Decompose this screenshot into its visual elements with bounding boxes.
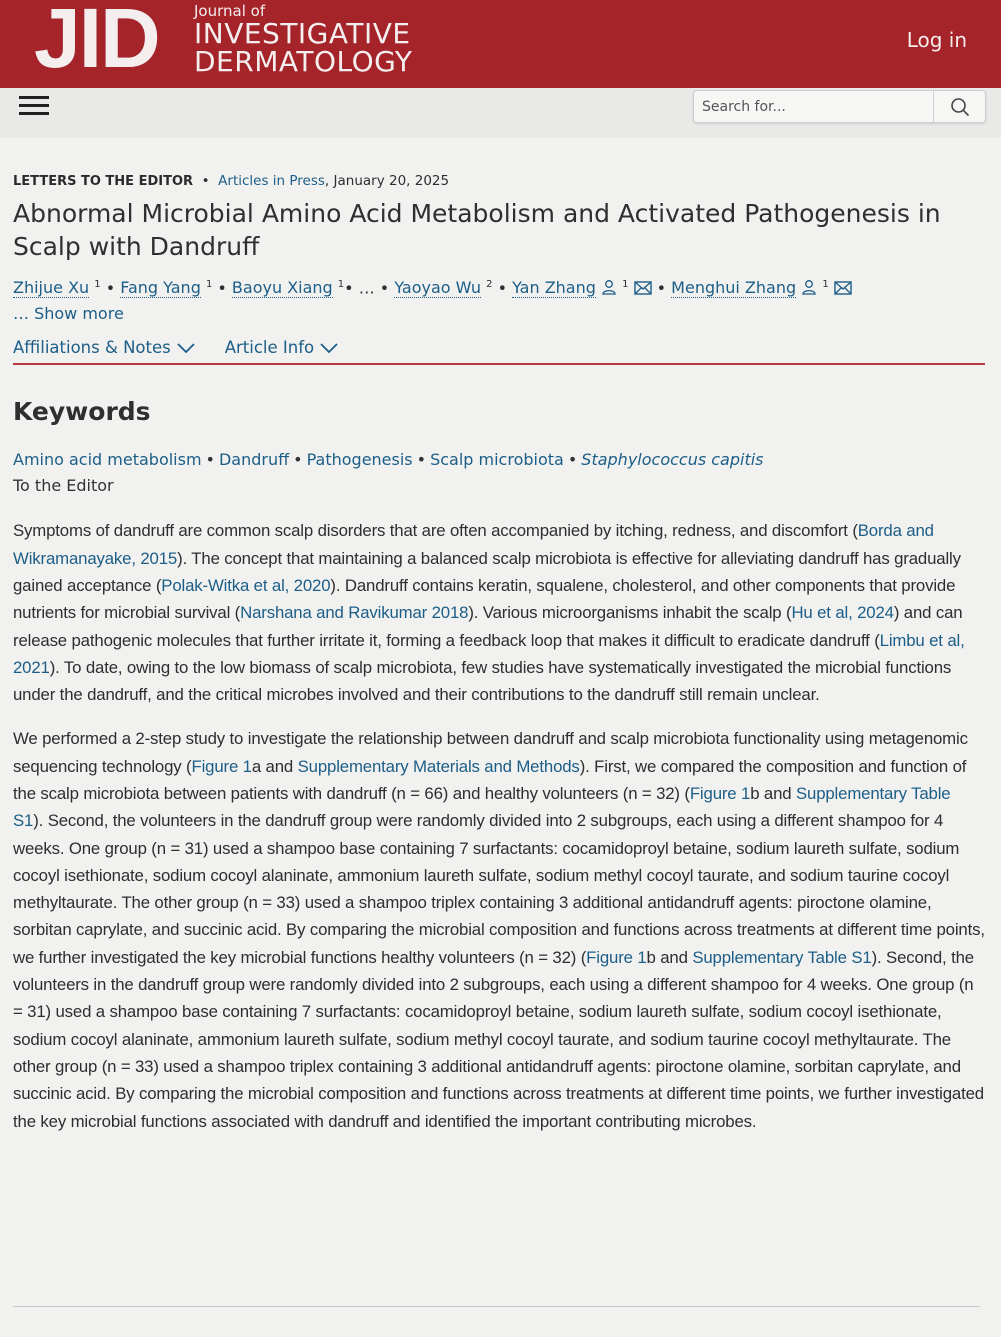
author-link[interactable]: Zhijue Xu xyxy=(13,278,90,298)
logo-line-1: Journal of xyxy=(194,2,266,20)
text: ). Second, the volunteers in the dandruff group were randomly divided into 2 subgroups, each using a different shampoo for 4 weeks. One group (n = 31) used a shampoo base containing 7 surfactants: cocamidoproyl betaine, sodium laureth sulfate, sodium cocoyl isethionate, sodium cocoyl alaninate, ammonium laureth sulfate, sodium methyl cocoyl taurate, and sodium taurine cocoyl methyltaurate. The other group (n = 33) used a shampoo triplex containing 3 additional antidandruff agents: piroctone olamine, sorbitan caprylate, and succinic acid. By comparing the microbial composition and functions across treatments at different time points, we further investigated the key microbial functions healthy volunteers (n = 32) ( xyxy=(13,811,985,967)
separator: • xyxy=(293,450,303,470)
article-meta xyxy=(13,170,985,193)
author-link[interactable]: Yaoyao Wu xyxy=(394,278,482,298)
person-icon xyxy=(601,279,617,295)
article-content xyxy=(13,170,985,1135)
search-button[interactable] xyxy=(933,91,985,122)
text: ) and can release pathogenic molecules that further irritate it, forming a feedback loop that makes it difficult to eradicate dandruff ( xyxy=(13,603,963,650)
journal-logo[interactable]: JID xyxy=(34,0,159,85)
citation-link[interactable]: Narshana and Ravikumar 2018 xyxy=(240,603,469,623)
logo-line-2: INVESTIGATIVE xyxy=(194,17,411,50)
text: b and xyxy=(646,947,693,967)
citation-link[interactable]: Borda and Wikramanayake, 2015 xyxy=(13,521,934,568)
tab-label: Article Info xyxy=(224,338,315,358)
author-link[interactable]: Menghui Zhang xyxy=(671,278,797,298)
email-icon[interactable] xyxy=(834,281,852,295)
body-paragraph-1 xyxy=(13,517,985,708)
login-link[interactable]: Log in xyxy=(906,28,967,52)
citation-link[interactable]: Limbu et al, 2021 xyxy=(13,630,965,677)
search-box xyxy=(693,90,986,123)
figure-link[interactable]: Figure 1 xyxy=(689,784,751,803)
author-link[interactable]: Yan Zhang xyxy=(512,278,596,298)
text: We performed a 2-step study to investigate the relationship between dandruff and scalp microbiota functionality using metagenomic sequencing technology ( xyxy=(13,729,968,776)
affiliation-sup: 1 xyxy=(337,279,345,290)
separator: • xyxy=(205,450,215,470)
supplementary-link[interactable]: Supplementary Materials and Methods xyxy=(297,756,580,776)
text: b and xyxy=(750,784,796,803)
tab-label: Affiliations & Notes xyxy=(13,338,171,358)
affiliation-sup: 1 xyxy=(94,279,101,290)
text: ). Various microorganisms inhabit the scalp ( xyxy=(468,603,792,623)
author-link[interactable]: Baoyu Xiang xyxy=(231,278,333,298)
supplementary-link[interactable]: Supplementary Table S1 xyxy=(13,784,951,831)
author-ellipsis: … xyxy=(358,278,375,298)
search-icon xyxy=(950,97,970,117)
logo-line-3: DERMATOLOGY xyxy=(194,45,413,78)
chevron-down-icon xyxy=(320,343,338,353)
supplementary-link[interactable]: Supplementary Table S1 xyxy=(692,947,872,967)
keyword-list xyxy=(13,448,985,472)
text: ). Dandruff contains keratin, squalene, cholesterol, and other components that provide nutrients for microbial survival ( xyxy=(13,575,956,623)
salutation: To the Editor xyxy=(13,476,114,496)
figure-link[interactable]: Figure 1 xyxy=(191,756,252,776)
keyword-link[interactable]: Pathogenesis xyxy=(306,450,413,470)
keyword-link[interactable]: Amino acid metabolism xyxy=(13,450,202,470)
author-link[interactable]: Fang Yang xyxy=(120,278,201,298)
menu-icon[interactable] xyxy=(19,96,49,116)
tab-affiliations-notes[interactable] xyxy=(13,338,195,357)
text: ). Second, the volunteers in the dandruff group were randomly divided into 2 subgroups, each using a different shampoo for 4 weeks. One group (n = 31) used a shampoo base containing 7 surfactants: cocamidoproyl betaine, sodium laureth sulfate, sodium cocoyl isethionate, sodium cocoyl alaninate, ammonium laureth sulfate, sodium methyl cocoyl taurate, and sodium taurine cocoyl methyltaurate. The other group (n = 33) used a shampoo triplex containing 3 additional antidandruff agents: piroctone olamine, sorbitan caprylate, and succinic acid. By comparing the microbial composition and functions across treatments at different time points, we further investigated the key microbial functions associated with dandruff and identified the important contributing microbes. xyxy=(13,947,984,1131)
tab-article-info[interactable] xyxy=(225,338,338,357)
keyword-link[interactable]: Dandruff xyxy=(218,450,290,470)
text: Symptoms of dandruff are common scalp disorders that are often accompanied by itching, redness, and discomfort ( xyxy=(13,521,858,541)
text: ). To date, owing to the low biomass of scalp microbiota, few studies have systematically investigated the microbial functions under the dandruff, and the critical microbes involved and their contributions to the dandruff still remain unclear. xyxy=(13,657,952,705)
publish-date: , January 20, 2025 xyxy=(324,173,450,189)
affiliation-sup: 2 xyxy=(486,279,493,290)
email-icon[interactable] xyxy=(634,281,652,295)
show-more-authors[interactable]: … Show more xyxy=(13,304,124,324)
section-divider xyxy=(13,1306,980,1307)
person-icon xyxy=(801,279,817,295)
body-paragraph-2 xyxy=(13,725,985,1134)
affiliation-sup: 1 xyxy=(822,279,829,290)
keywords-heading: Keywords xyxy=(13,397,151,427)
articles-in-press-link[interactable]: Articles in Press xyxy=(218,173,325,189)
affiliation-sup: 1 xyxy=(622,279,629,290)
text: ). The concept that maintaining a balanced scalp microbiota is effective for alleviating dandruff has gradually gained acceptance ( xyxy=(13,548,961,595)
author-list: Zhijue Xu $^1$ • Fang Yang $^1$ • Baoyu Xiang $^1$• … • Yaoyao Wu $^2$ • Yan Zhang $^1$ • Menghui Zhang $^1$ xyxy=(13,271,985,302)
article-section: LETTERS TO THE EDITOR xyxy=(13,174,194,189)
separator: • xyxy=(416,450,427,470)
affiliation-sup: 1 xyxy=(205,279,213,290)
separator: • xyxy=(567,450,578,470)
text: ). First, we compared the composition and function of the scalp microbiota between patients with dandruff (n = 66) and healthy volunteers (n = 32) ( xyxy=(13,756,967,803)
figure-link[interactable]: Figure 1 xyxy=(586,947,647,967)
site-header xyxy=(0,0,1001,88)
text: a and xyxy=(251,756,298,776)
article-title: Abnormal Microbial Amino Acid Metabolism and Activated Pathogenesis in Scalp with Dandruff xyxy=(13,199,941,261)
separator: • xyxy=(197,173,219,189)
citation-link[interactable]: Polak-Witka et al, 2020 xyxy=(161,575,331,595)
keyword-link[interactable]: Scalp microbiota xyxy=(430,450,564,470)
journal-name[interactable] xyxy=(194,2,413,76)
search-input[interactable] xyxy=(694,91,934,122)
keyword-link[interactable]: Staphylococcus capitis xyxy=(581,450,764,470)
chevron-down-icon xyxy=(177,343,195,353)
article-tabs xyxy=(13,338,985,365)
citation-link[interactable]: Hu et al, 2024 xyxy=(791,603,894,623)
